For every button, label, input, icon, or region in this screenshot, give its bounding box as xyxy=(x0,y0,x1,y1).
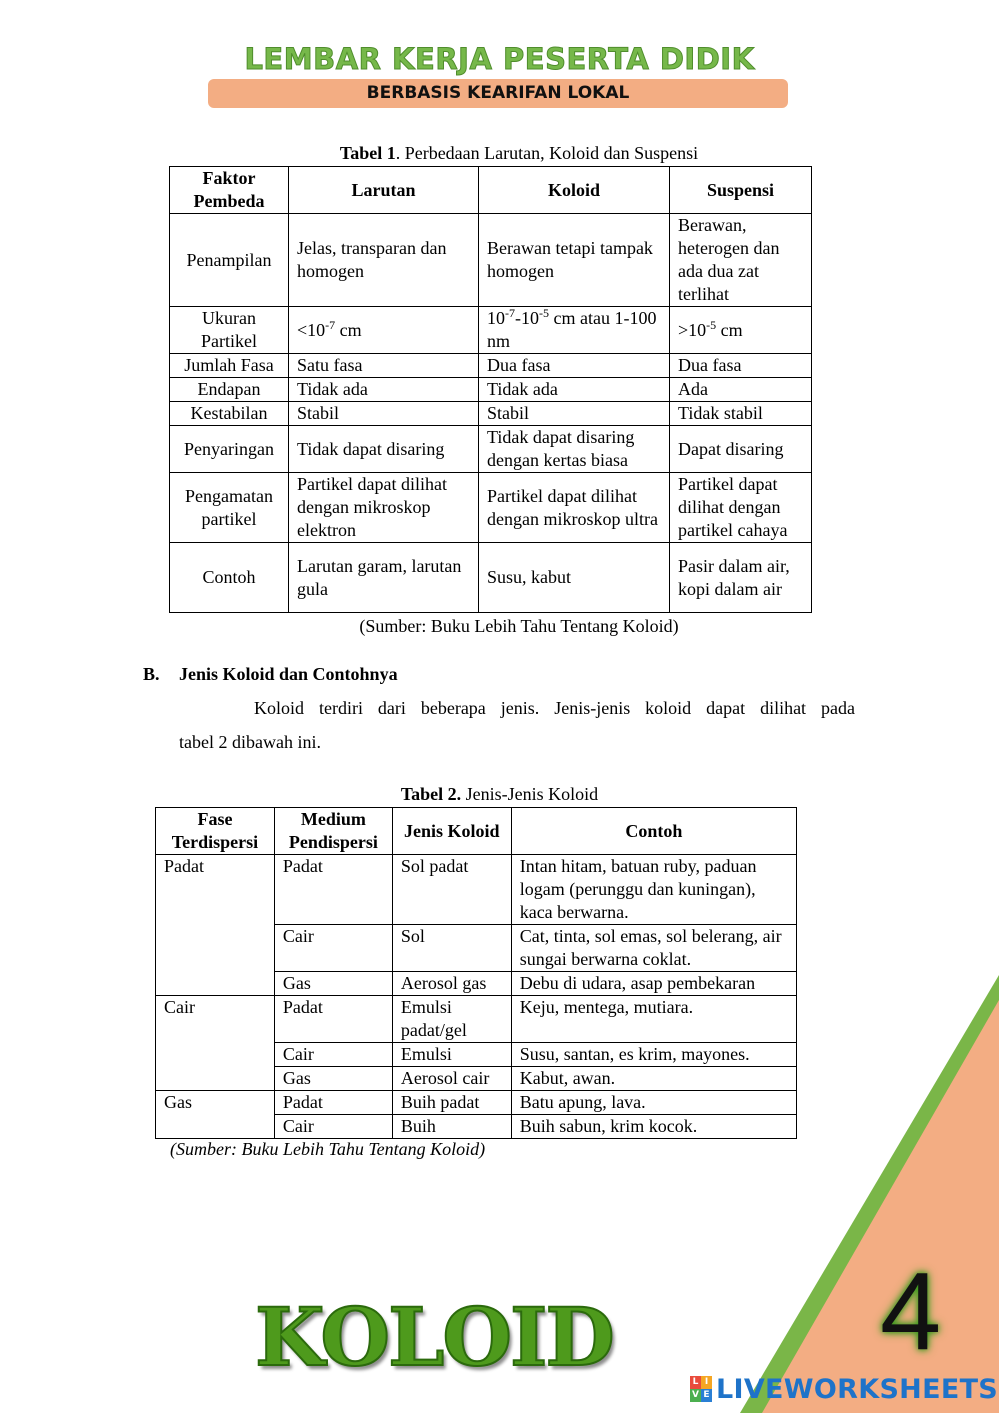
table1-header-cell: Koloid xyxy=(479,167,670,214)
table-cell xyxy=(156,1043,275,1067)
table2 xyxy=(155,807,797,1139)
table2-header-cell: Contoh xyxy=(511,808,796,855)
table1-header-row xyxy=(170,167,812,214)
table2-caption xyxy=(155,784,844,805)
table-cell: Partikel dapat dilihat dengan mikroskop elektron xyxy=(289,473,479,543)
table-row xyxy=(170,307,812,354)
table-cell: $>10^{-5}$ cm xyxy=(670,307,812,354)
table-cell: Tidak dapat disaring dengan kertas biasa xyxy=(479,426,670,473)
table-cell: Jumlah Fasa xyxy=(170,354,289,378)
table-cell: Padat xyxy=(274,855,392,925)
table-cell: Jelas, transparan dan homogen xyxy=(289,214,479,307)
brand-text: LIVEWORKSHEETS xyxy=(716,1373,999,1405)
table1-caption-text: . Perbedaan Larutan, Koloid dan Suspensi xyxy=(395,143,699,163)
table-cell: Aerosol gas xyxy=(392,972,511,996)
table-cell: Tidak ada xyxy=(479,378,670,402)
table-cell xyxy=(156,925,275,972)
table1-header-cell: Faktor Pembeda xyxy=(170,167,289,214)
table-cell: Ukuran Partikel xyxy=(170,307,289,354)
table-cell: Tidak dapat disaring xyxy=(289,426,479,473)
table-cell: Pengamatan partikel xyxy=(170,473,289,543)
brand-logo[interactable] xyxy=(690,1372,998,1406)
table-cell xyxy=(156,972,275,996)
section-title: Jenis Koloid dan Contohnya xyxy=(179,664,398,684)
table-cell: Sol xyxy=(392,925,511,972)
table1-header-cell: Suspensi xyxy=(670,167,812,214)
table-cell: Endapan xyxy=(170,378,289,402)
table-row xyxy=(156,1115,797,1139)
table-cell: Tidak ada xyxy=(289,378,479,402)
table-cell: Stabil xyxy=(479,402,670,426)
table2-header-row xyxy=(156,808,797,855)
table-row xyxy=(170,426,812,473)
section-paragraph-line2: tabel 2 dibawah ini. xyxy=(179,732,321,752)
table-cell: Pasir dalam air, kopi dalam air xyxy=(670,543,812,613)
table-cell: Cair xyxy=(274,925,392,972)
table-row xyxy=(156,1043,797,1067)
table-cell: Buih padat xyxy=(392,1091,511,1115)
table-cell: Penyaringan xyxy=(170,426,289,473)
table-cell: Debu di udara, asap pembekaran xyxy=(511,972,796,996)
table-cell: Satu fasa xyxy=(289,354,479,378)
worksheet-title: LEMBAR KERJA PESERTA DIDIK xyxy=(244,42,755,76)
table-cell: Kabut, awan. xyxy=(511,1067,796,1091)
table-cell: Batu apung, lava. xyxy=(511,1091,796,1115)
table-cell: Intan hitam, batuan ruby, paduan logam (perunggu dan kuningan), kaca berwarna. xyxy=(511,855,796,925)
table2-caption-text: Jenis-Jenis Koloid xyxy=(461,784,599,804)
table-row xyxy=(170,378,812,402)
table-cell: Padat xyxy=(156,855,275,925)
table-row xyxy=(170,402,812,426)
table-cell: Partikel dapat dilihat dengan mikroskop ultra xyxy=(479,473,670,543)
table-cell: Berawan tetapi tampak homogen xyxy=(479,214,670,307)
table-cell: Buih xyxy=(392,1115,511,1139)
worksheet-subtitle: BERBASIS KEARIFAN LOKAL xyxy=(366,83,630,103)
table-row xyxy=(170,214,812,307)
table-cell: Susu, kabut xyxy=(479,543,670,613)
table-cell: Gas xyxy=(274,972,392,996)
table2-source: (Sumber: Buku Lebih Tahu Tentang Koloid) xyxy=(170,1139,486,1159)
table-cell: Cat, tinta, sol emas, sol belerang, air sungai berwarna coklat. xyxy=(511,925,796,972)
table2-header-cell: Fase Terdispersi xyxy=(156,808,275,855)
table-row xyxy=(170,354,812,378)
table-cell: Berawan, heterogen dan ada dua zat terlihat xyxy=(670,214,812,307)
table-cell: Cair xyxy=(274,1043,392,1067)
table-cell: Cair xyxy=(156,996,275,1043)
table-cell: Cair xyxy=(274,1115,392,1139)
table-cell: Emulsi xyxy=(392,1043,511,1067)
section-letter: B. xyxy=(143,664,160,684)
koloid-title: KOLOID xyxy=(255,1290,613,1384)
table-row xyxy=(156,925,797,972)
table-cell: Stabil xyxy=(289,402,479,426)
table-row xyxy=(170,473,812,543)
table-cell: Dua fasa xyxy=(670,354,812,378)
table-cell xyxy=(156,1115,275,1139)
table-cell: Partikel dapat dilihat dengan partikel cahaya xyxy=(670,473,812,543)
table1-source: (Sumber: Buku Lebih Tahu Tentang Koloid) xyxy=(359,616,679,636)
table-row xyxy=(170,543,812,613)
table-cell: Larutan garam, larutan gula xyxy=(289,543,479,613)
table1-caption xyxy=(169,143,869,164)
table-cell: Tidak stabil xyxy=(670,402,812,426)
table-cell: Padat xyxy=(274,996,392,1043)
table-row xyxy=(156,1091,797,1115)
table-cell: Aerosol cair xyxy=(392,1067,511,1091)
table-cell: Padat xyxy=(274,1091,392,1115)
table-row xyxy=(156,855,797,925)
table-cell: Gas xyxy=(156,1091,275,1115)
table-row xyxy=(156,996,797,1043)
table-cell: Dua fasa xyxy=(479,354,670,378)
brand-badge-icon: L I V E xyxy=(690,1376,712,1402)
table-cell: Keju, mentega, mutiara. xyxy=(511,996,796,1043)
table2-caption-label: Tabel 2. xyxy=(400,784,462,804)
table-cell: Susu, santan, es krim, mayones. xyxy=(511,1043,796,1067)
table-cell: Buih sabun, krim kocok. xyxy=(511,1115,796,1139)
table-cell: Ada xyxy=(670,378,812,402)
table-cell: $10^{-7}-10^{-5}$ cm atau 1-100 nm xyxy=(479,307,670,354)
table-cell: Penampilan xyxy=(170,214,289,307)
table1-header-cell: Larutan xyxy=(289,167,479,214)
table1-caption-label: Tabel 1 xyxy=(339,143,396,163)
table-cell: Sol padat xyxy=(392,855,511,925)
table-cell: $<10^{-7}$ cm xyxy=(289,307,479,354)
table-cell: Contoh xyxy=(170,543,289,613)
table-cell: Dapat disaring xyxy=(670,426,812,473)
page-number: 4 xyxy=(880,1250,942,1373)
table1 xyxy=(169,166,812,613)
table-cell: Kestabilan xyxy=(170,402,289,426)
table2-header-cell: Medium Pendispersi xyxy=(274,808,392,855)
table-row xyxy=(156,1067,797,1091)
section-paragraph-line1: Koloid terdiri dari beberapa jenis. Jenis-jenis koloid dapat dilihat pada xyxy=(254,698,855,718)
table2-header-cell: Jenis Koloid xyxy=(392,808,511,855)
table-row xyxy=(156,972,797,996)
table-cell xyxy=(156,1067,275,1091)
table-cell: Emulsi padat/gel xyxy=(392,996,511,1043)
table-cell: Gas xyxy=(274,1067,392,1091)
